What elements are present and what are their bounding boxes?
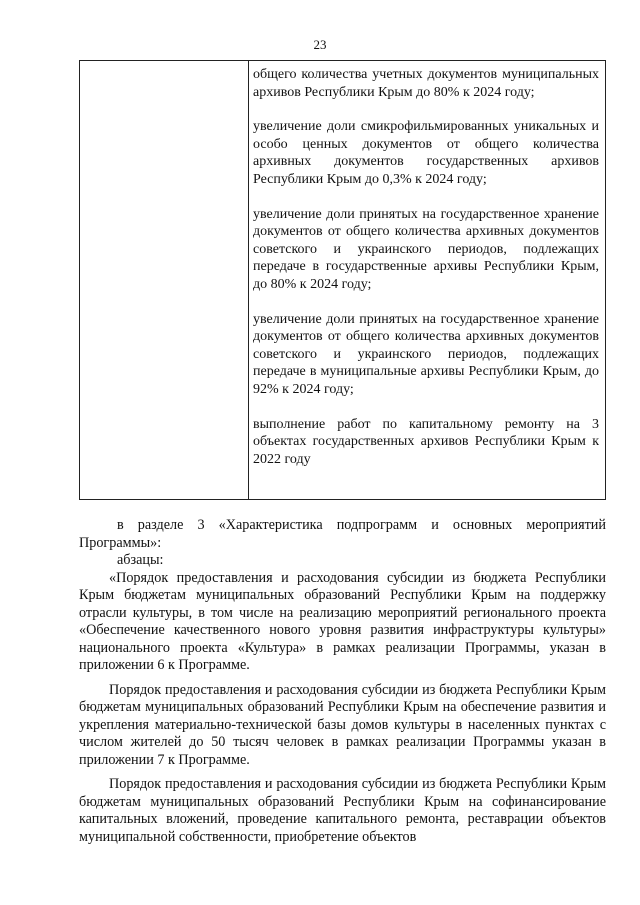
section-intro: в разделе 3 «Характеристика подпрограмм и основных мероприятий Программы»: xyxy=(79,517,606,551)
table-item-2: увеличение доли смикрофильмированных уникальных и особо ценных документов от общего количества архивных документов государственных архивов Республики Крым до 0,3% к 2024 году; xyxy=(253,119,599,187)
page-number: 23 xyxy=(313,37,327,52)
paragraph-2: Порядок предоставления и расходования субсидии из бюджета Республики Крым бюджетам муниципальных образований Республики Крым на обеспечение развития и укрепления материально-технической базы домов культуры в населенных пунктах с числом жителей до 50 тысяч человек в рамках реализации Программы указан в приложении 7 к Программе. xyxy=(79,681,606,768)
document-body xyxy=(79,517,606,846)
indicators-table xyxy=(79,60,606,500)
paragraph-3: Порядок предоставления и расходования субсидии из бюджета Республики Крым бюджетам муниципальных образований Республики Крым на софинансирование капитальных вложений, проведение капитального ремонта, реставрации объектов муниципальной собственности, приобретение объектов xyxy=(79,776,606,845)
table-item-4: увеличение доли принятых на государственное хранение документов от общего количества архивных документов советского и украинского периодов, подлежащих передаче в муниципальные архивы Республики Крым, до 92% к 2024 году; xyxy=(253,311,599,397)
table-item-1: общего количества учетных документов муниципальных архивов Республики Крым до 80% к 2024 году; xyxy=(253,67,599,100)
paragraph-1: «Порядок предоставления и расходования субсидии из бюджета Республики Крым бюджетам муниципальных образований Республики Крым на поддержку отрасли культуры, в том числе на реализацию мероприятий регионального проекта «Обеспечение качественного нового уровня развития инфраструктуры культуры» национального проекта «Культура» в рамках реализации Программы, указан в приложении 6 к Программе. xyxy=(79,569,606,673)
table-item-5: выполнение работ по капитальному ремонту на 3 объектах государственных архивов Республики Крым к 2022 году xyxy=(253,416,599,467)
table-right-cell xyxy=(253,66,599,485)
table-column-divider xyxy=(248,61,249,499)
abzatsy-label: абзацы: xyxy=(117,552,164,568)
table-item-3: увеличение доли принятых на государственное хранение документов от общего количества архивных документов советского и украинского периодов, подлежащих передаче в государственные архивы Республики Крым, до 80% к 2024 году; xyxy=(253,206,599,292)
